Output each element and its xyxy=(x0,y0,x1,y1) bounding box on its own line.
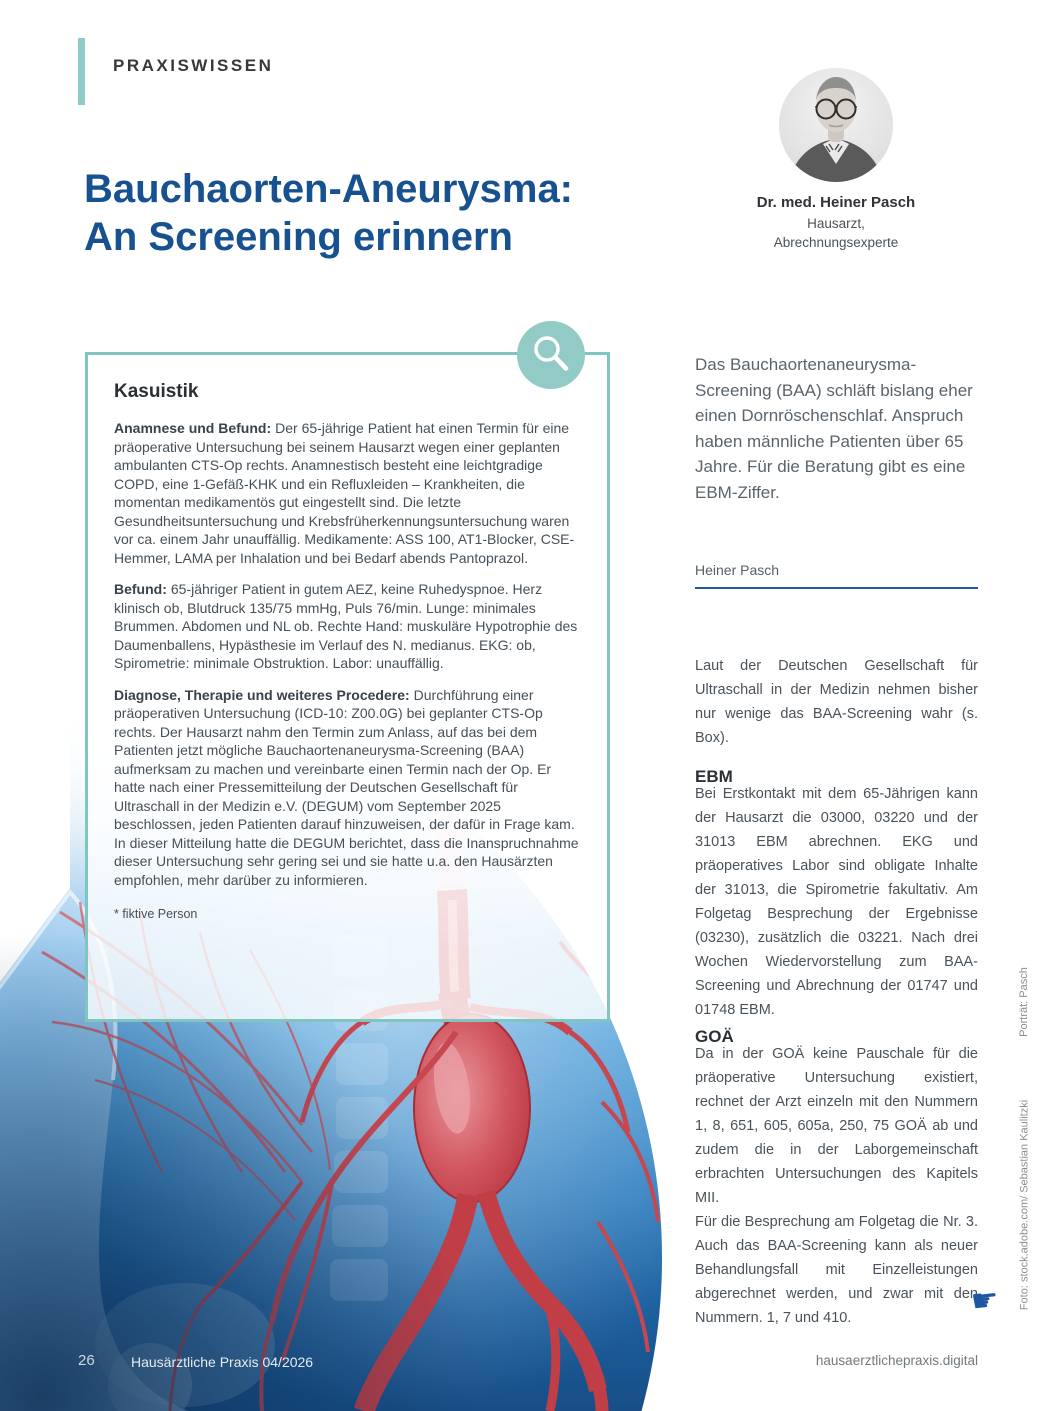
article-title-line2: An Screening erinnern xyxy=(84,215,513,259)
author-portrait-photo xyxy=(779,68,893,182)
case-paragraph-text: 65-jähriger Patient in gutem AEZ, keine Ruhedyspnoe. Herz klinisch ob, Blutdruck 135/75 mmHg, Puls 76/min. Lunge: minimales Brummen. Abdomen und NL ob. Rechte Hand: muskuläre Hypotrophie des Daumenballens, Hypästhesie im Verlauf des N. medianus. EKG: ob, Spirometrie: minimale Obstruktion. Labor: unauffällig. xyxy=(114,581,578,671)
case-box-footnote: * fiktive Person xyxy=(114,907,198,921)
photo-credit: Foto: stock.adobe.com/ Sebastian Kaulitzki xyxy=(1018,1099,1031,1311)
case-paragraph-text: Durchführung einer präoperativen Untersuchung (ICD-10: Z00.0G) bei geplanter CTS-Op rechts. Der Hausarzt nahm den Termin zum Anlass, auf das bei dem Patienten jetzt mögliche Bauchaortenaneurysma-Screening (BAA) aufmerksam zu machen und vereinbarte einen Termin nach der Op. Er hatte nach einer Pressemitteilung der Deutschen Gesellschaft für Ultraschall in der Medizin e.V. (DEGUM) vom September 2025 beschlossen, jeden Patienten darauf hinzuweisen, der dafür in Frage kam. In dieser Mitteilung hatte die DEGUM berichtet, dass die Inanspruchnahme dieser Untersuchung sehr gering sei und sie hatte u.a. den Hausärzten empfohlen, mehr darüber zu informieren. xyxy=(114,686,579,888)
case-paragraph-anamnese xyxy=(114,419,581,567)
case-paragraph-text: Der 65-jährige Patient hat einen Termin für eine präoperative Untersuchung bei seinem Hausarzt wegen einer geplanten ambulanten CTS-Op rechts. Anamnestisch besteht eine leichtgradige COPD, eine 1-Gefäß-KHK und ein Refluxleiden – Krankheiten, die momentan medikamentös gut eingestellt sind. Die letzte Gesundheitsuntersuchung und Krebsfrüherkennungsuntersuchung waren vor ca. einem Jahr unauffällig. Medikamente: ASS 100, AT1-Blocker, CSE-Hemmer, LAMA per Inhalation und bei Bedarf abends Pantoprazol. xyxy=(114,420,575,566)
case-paragraph-label: Anamnese und Befund: xyxy=(114,420,272,436)
author-roles: Hausarzt, Abrechnungsexperte xyxy=(773,216,899,250)
case-paragraph-label: Befund: xyxy=(114,581,167,597)
portrait-placeholder-svg xyxy=(779,68,893,182)
standfirst: Das Bauchaortenaneurysma-Screening (BAA) schläft bislang eher einen Dornröschenschlaf. Anspruch haben männliche Patienten über 65 Jahre. Für die Beratung gibt es eine EBM-Ziffer. xyxy=(695,355,973,502)
author-name: Dr. med. Heiner Pasch xyxy=(756,194,916,211)
goa-paragraph-2: Für die Besprechung am Folgetag die Nr. 3. Auch das BAA-Screening kann als neuer Behandlungsfall mit Einzelleistungen abgerechnet werden, und zwar mit den Nummern. 1, 7 und 410. xyxy=(695,1214,978,1326)
teal-accent-bar xyxy=(78,38,85,105)
page-number: 26 xyxy=(78,1352,95,1369)
section-heading-ebm: EBM xyxy=(695,767,733,786)
section-text-ebm: Bei Erstkontakt mit dem 65-Jährigen kann der Hausarzt die 03000, 03220 und der 31013 EBM abrechnen. EKG und präoperatives Labor sind obligate Inhalte der 31013, die Spirometrie fakultativ. Am Folgetag Besprechung der Ergebnisse (03230), zusätzlich die 03221. Nach drei Wochen Wiedervorstellung zum BAA-Screening und Abrechnung der 01747 und 01748 EBM. xyxy=(695,786,978,1018)
article-title-line1: Bauchaorten-Aneurysma: xyxy=(84,167,574,211)
issue-label: Hausärztliche Praxis 04/2026 xyxy=(131,1354,314,1370)
case-paragraph-label: Diagnose, Therapie und weiteres Procedere: xyxy=(114,686,410,703)
case-study-box xyxy=(85,352,610,1022)
pointing-hand-icon: ☛ xyxy=(969,1281,1001,1321)
case-paragraph-befund xyxy=(114,580,581,673)
magnifier-badge xyxy=(517,321,585,389)
case-paragraph-diagnose xyxy=(114,686,581,890)
portrait-credit: Porträt: Pasch xyxy=(1018,967,1030,1037)
byline: Heiner Pasch xyxy=(695,562,978,589)
section-heading-goa: GOÄ xyxy=(695,1027,734,1046)
search-icon xyxy=(517,321,585,389)
website-label: hausaerztlichepraxis.digital xyxy=(815,1353,978,1368)
section-text-goa xyxy=(695,1042,978,1330)
section-label: PRAXISWISSEN xyxy=(113,56,274,75)
article-title xyxy=(84,165,724,261)
case-box-heading: Kasuistik xyxy=(114,381,199,402)
goa-paragraph-1: Da in der GOÄ keine Pauschale für die präoperative Untersuchung existiert, rechnet der Arzt einzeln mit den Nummern 1, 8, 651, 605, 605a, 250, 75 GOÄ ab und zudem die in der Laborgemeinschaft erbrachten Untersuchungen des Kapitels MII. xyxy=(695,1046,978,1206)
lead-paragraph: Laut der Deutschen Gesellschaft für Ultraschall in der Medizin nehmen bisher nur wenige das BAA-Screening wahr (s. Box). xyxy=(695,658,978,746)
